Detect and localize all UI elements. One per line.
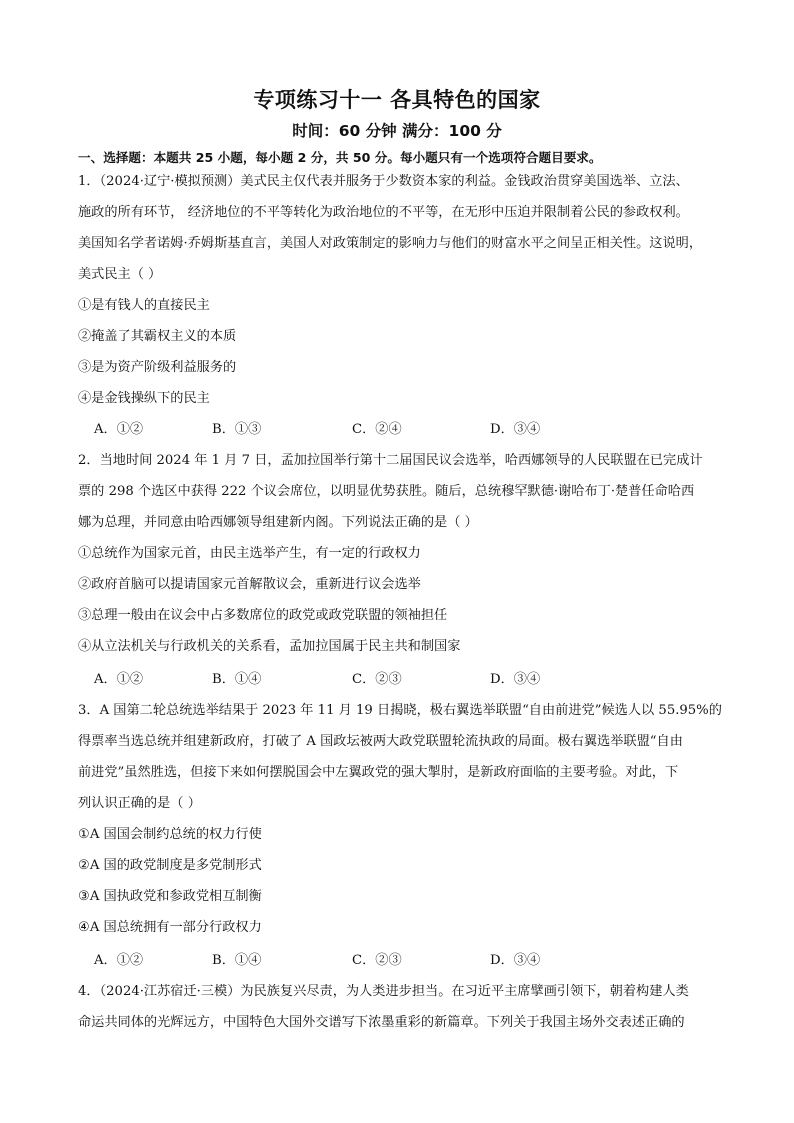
question-1-statement: ②掩盖了其霸权主义的本质 [78,329,237,344]
page-title: 专项练习十一 各具特色的国家 [253,88,541,112]
question-1-statement: ①是有钱人的直接民主 [78,298,210,313]
question-1-stem-line: 施政的所有环节， 经济地位的不平等转化为政治地位的不平等，在无形中压迫并限制着公民的参政权利。 [78,205,689,220]
question-1-stem-line: 1．（2024·辽宁·模拟预测）美式民主仅代表并服务于少数资本家的利益。金钱政治贯穿美国选举、立法、 [78,174,689,189]
question-3-stem-line: 列认识正确的是（ ） [78,796,201,811]
question-3-option-c[interactable]: C．②③ [352,953,402,968]
question-4-stem-line: 4．（2024·江苏宿迁·三模）为民族复兴尽责，为人类进步担当。在习近平主席擘画引领下，朝着构建人类 [78,984,689,999]
question-2-option-d[interactable]: D．③④ [490,672,541,687]
question-2-statement: ②政府首脑可以提请国家元首解散议会，重新进行议会选举 [78,577,421,592]
question-2-stem-line: 2．当地时间 2024 年 1 月 7 日，孟加拉国举行第十二届国民议会选举，哈西娜领导的人民联盟在已完成计 [78,453,703,468]
question-2-stem-line: 票的 298 个选区中获得 222 个议会席位，以明显优势获胜。随后，总统穆罕默德·谢哈布丁·楚普任命哈西 [78,484,695,499]
question-1-stem-line: 美国知名学者诺姆·乔姆斯基直言，美国人对政策制定的影响力与他们的财富水平之间呈正相关性。这说明， [78,236,703,251]
question-3-stem-line: 3．A 国第二轮总统选举结果于 2023 年 11 月 19 日揭晓，极右翼选举联盟“自由前进党”候选人以 55.95%的 [78,703,722,718]
question-2-statement: ③总理一般由在议会中占多数席位的政党或政党联盟的领袖担任 [78,608,448,623]
question-3-stem-line: 前进党”虽然胜选，但接下来如何摆脱国会中左翼政党的强大掣肘，是新政府面临的主要考验。对此，下 [78,765,679,780]
question-3-statement: ②A 国的政党制度是多党制形式 [78,858,262,873]
question-1-stem-line: 美式民主（ ） [78,267,162,282]
question-2-statement: ①总统作为国家元首，由民主选举产生，有一定的行政权力 [78,546,421,561]
question-2-stem-line: 娜为总理，并同意由哈西娜领导组建新内阁。下列说法正确的是（ ） [78,515,478,530]
question-2-option-b[interactable]: B．①④ [212,672,262,687]
question-3-option-a[interactable]: A．①② [94,953,144,968]
section-heading: 一、选择题：本题共 25 小题，每小题 2 分，共 50 分。每小题只有一个选项符合题目要求。 [78,150,602,165]
question-1-option-d[interactable]: D．③④ [490,422,541,437]
question-3-option-b[interactable]: B．①④ [212,953,262,968]
question-2-option-a[interactable]: A．①② [94,672,144,687]
question-2-option-c[interactable]: C．②③ [352,672,402,687]
question-3-stem-line: 得票率当选总统并组建新政府，打破了 A 国政坛被两大政党联盟轮流执政的局面。极右翼选举联盟“自由 [78,734,683,749]
exam-info: 时间：60 分钟 满分：100 分 [292,122,502,140]
question-4-stem-line: 命运共同体的光辉远方，中国特色大国外交谱写下浓墨重彩的新篇章。下列关于我国主场外交表述正确的 [78,1015,685,1030]
question-1-statement: ④是金钱操纵下的民主 [78,391,210,406]
question-3-option-d[interactable]: D．③④ [490,953,541,968]
question-1-option-a[interactable]: A．①② [94,422,144,437]
question-1-option-c[interactable]: C．②④ [352,422,402,437]
question-3-statement: ④A 国总统拥有一部分行政权力 [78,920,262,935]
question-3-statement: ①A 国国会制约总统的权力行使 [78,827,262,842]
question-2-statement: ④从立法机关与行政机关的关系看，孟加拉国属于民主共和制国家 [78,639,461,654]
question-1-statement: ③是为资产阶级利益服务的 [78,360,237,375]
question-3-statement: ③A 国执政党和参政党相互制衡 [78,889,262,904]
question-1-option-b[interactable]: B．①③ [212,422,262,437]
